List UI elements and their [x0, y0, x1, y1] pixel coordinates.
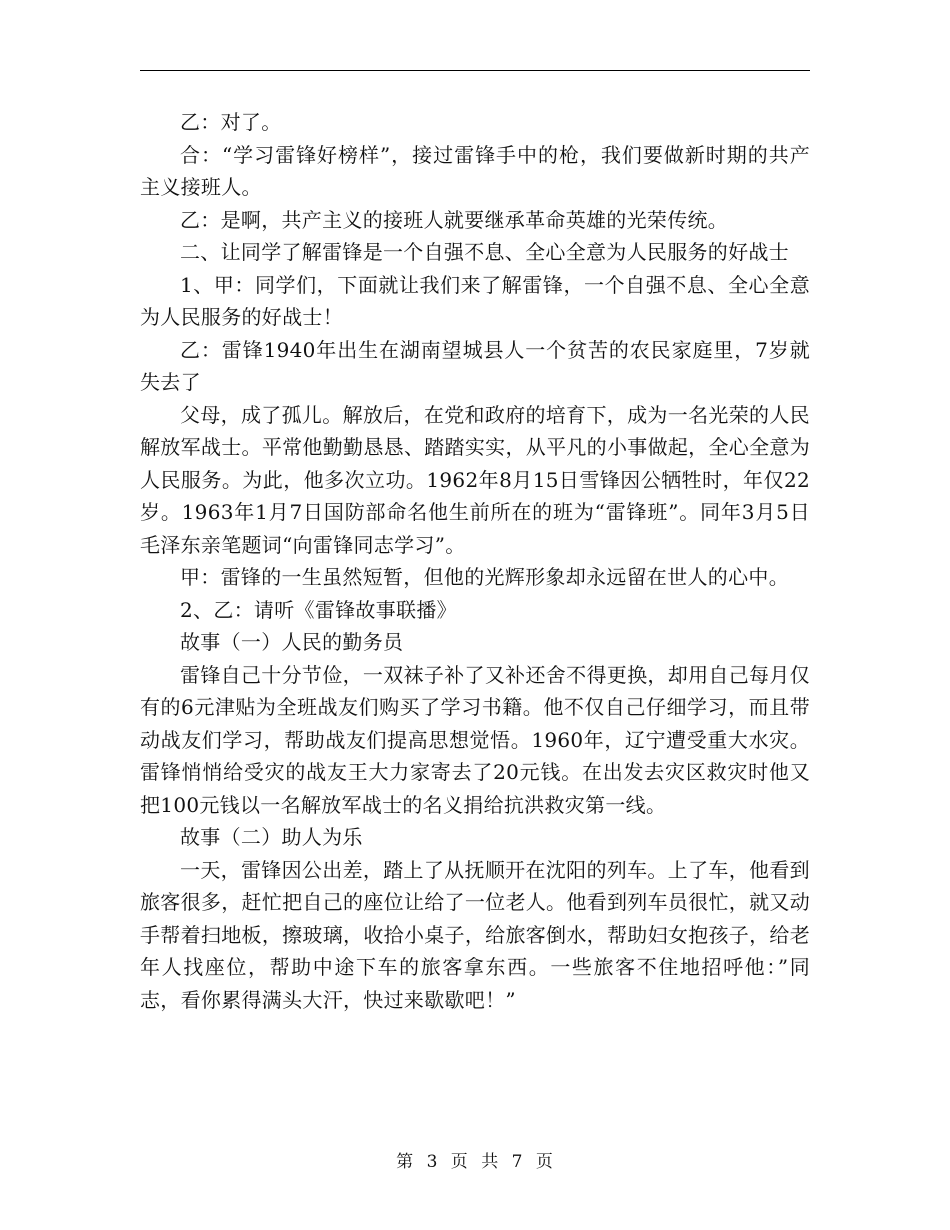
paragraph: 雷锋自己十分节俭，一双袜子补了又补还舍不得更换，却用自己每月仅有的6元津贴为全班战友们购买了学习书籍。他不仅自己仔细学习，而且带动战友们学习，帮助战友们提高思想觉悟。1960年，辽宁遭受重大水灾。雷锋悄悄给受灾的战友王大力家寄去了20元钱。在出发去灾区救灾时他又把100元钱以一名解放军战士的名义捐给抗洪救灾第一线。	[140, 662, 810, 817]
story-title: 故事（一）人民的勤务员	[180, 630, 404, 654]
paragraph: 合：“学习雷锋好榜样”，接过雷锋手中的枪，我们要做新时期的共产主义接班人。	[140, 142, 810, 199]
paragraph: 乙：是啊，共产主义的接班人就要继承革命英雄的光荣传统。	[180, 207, 729, 232]
page-number: 第 3 页 共 7 页	[396, 1152, 554, 1172]
paragraph: 2、乙：请听《雷锋故事联播》	[180, 597, 457, 622]
paragraph: 父母，成了孤儿。解放后，在党和政府的培育下，成为一名光荣的人民解放军战士。平常他勤勤恳恳、踏踏实实，从平凡的小事做起，全心全意为人民服务。为此，他多次立功。1962年8月15日雪锋因公牺牲时，年仅22岁。1963年1月7日国防部命名他生前所在的班为“雷锋班”。同年3月5日毛泽东亲笔题词“向雷锋同志学习”。	[140, 402, 810, 557]
paragraph: 一天，雷锋因公出差，踏上了从抚顺开在沈阳的列车。上了车，他看到旅客很多，赶忙把自己的座位让给了一位老人。他看到列车员很忙，就又动手帮着扫地板，擦玻璃，收拾小桌子，给旅客倒水，帮助妇女抱孩子，给老年人找座位，帮助中途下车的旅客拿东西。一些旅客不住地招呼他：”同志，看你累得满头大汗，快过来歇歇吧！”	[140, 857, 810, 1012]
header-rule	[140, 70, 810, 71]
story-title: 故事（二）助人为乐	[180, 825, 363, 849]
paragraph: 1、甲：同学们，下面就让我们来了解雷锋，一个自强不息、全心全意为人民服务的好战士！	[140, 272, 810, 329]
paragraph: 乙：对了。	[180, 110, 282, 134]
document-body	[140, 106, 810, 1016]
paragraph: 甲：雷锋的一生虽然短暂，但他的光辉形象却永远留在世人的心中。	[180, 565, 789, 589]
section-heading: 二、让同学了解雷锋是一个自强不息、全心全意为人民服务的好战士	[180, 240, 789, 264]
paragraph: 乙：雷锋1940年出生在湖南望城县人一个贫苦的农民家庭里，7岁就失去了	[140, 337, 810, 394]
